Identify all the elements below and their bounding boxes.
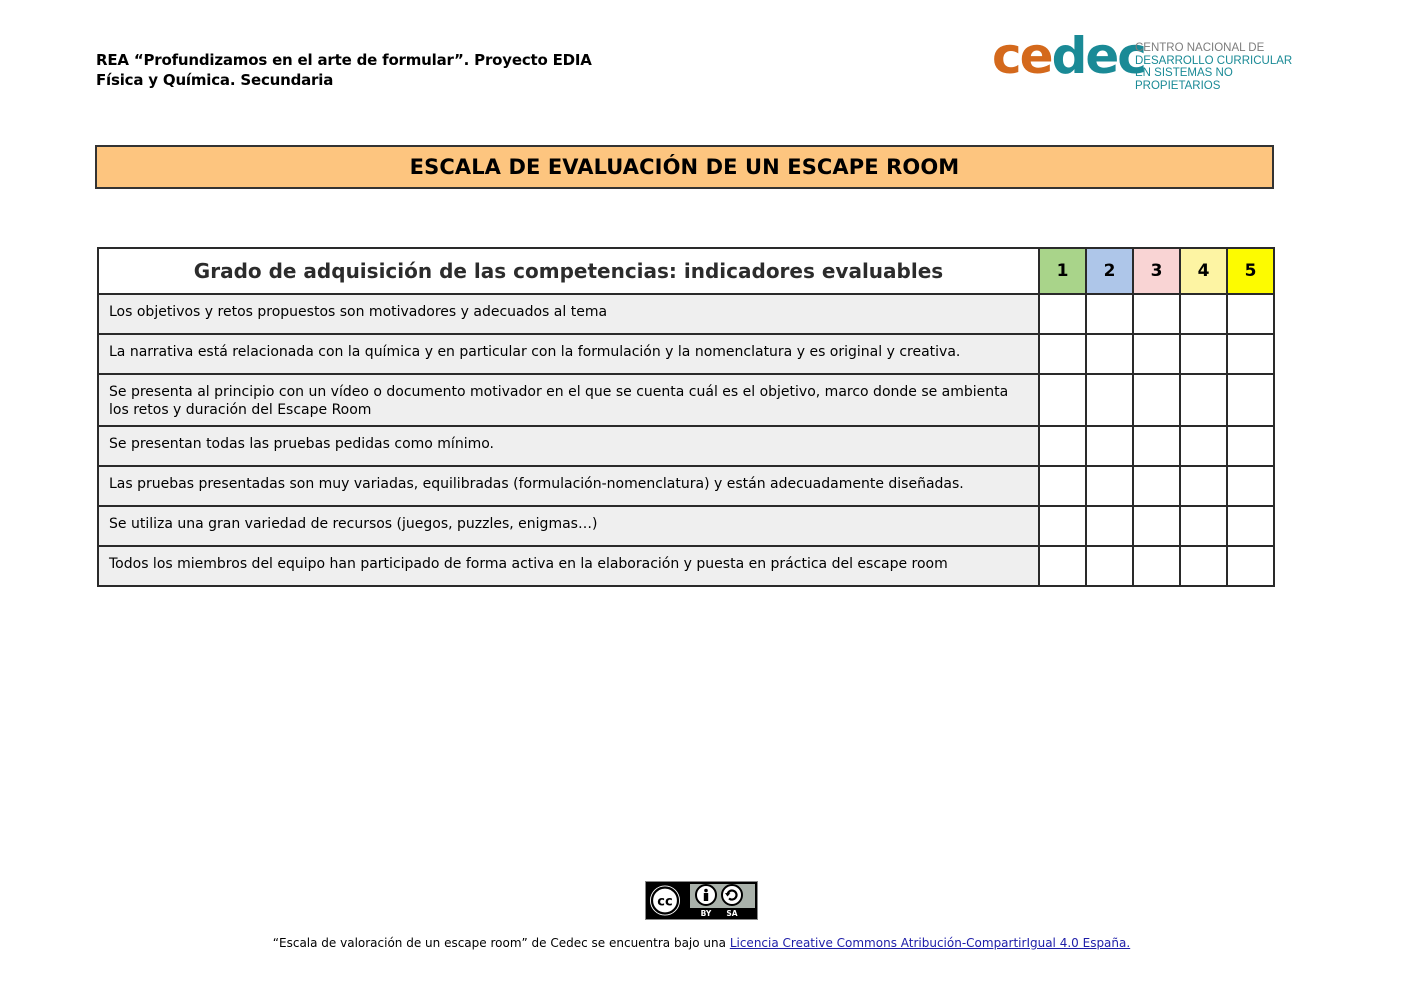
indicator-text: Se utiliza una gran variedad de recursos (juegos, puzzles, enigmas…) xyxy=(109,516,598,532)
indicator-cell xyxy=(98,426,1039,466)
score-cell[interactable] xyxy=(1086,294,1133,334)
indicator-cell xyxy=(98,506,1039,546)
score-cell[interactable] xyxy=(1227,506,1274,546)
logo-sub-line3: EN SISTEMAS NO PROPIETARIOS xyxy=(1135,67,1233,92)
logo-sub-line2: DESARROLLO CURRICULAR xyxy=(1135,54,1293,67)
cedec-logo xyxy=(992,27,1302,92)
score-header-2: 2 xyxy=(1086,248,1133,294)
indicator-cell xyxy=(98,374,1039,426)
table-header-title: Grado de adquisición de las competencias: indicadores evaluables xyxy=(98,248,1039,294)
score-cell[interactable] xyxy=(1180,374,1227,426)
score-cell[interactable] xyxy=(1039,334,1086,374)
score-cell[interactable] xyxy=(1039,426,1086,466)
score-cell[interactable] xyxy=(1227,294,1274,334)
logo-word-ce: ce xyxy=(992,27,1052,85)
table-row xyxy=(98,294,1274,334)
indicator-cell xyxy=(98,546,1039,586)
score-cell[interactable] xyxy=(1227,426,1274,466)
header-line-project: REA “Profundizamos en el arte de formular”. Proyecto EDIA xyxy=(96,51,592,69)
indicator-cell xyxy=(98,466,1039,506)
indicator-cell xyxy=(98,334,1039,374)
header-line-subject: Física y Química. Secundaria xyxy=(96,71,334,89)
logo-sub-line1: CENTRO NACIONAL DE xyxy=(1135,42,1265,54)
cc-mark-text: cc xyxy=(657,894,673,910)
score-cell[interactable] xyxy=(1133,294,1180,334)
indicator-text: Las pruebas presentadas son muy variadas, equilibradas (formulación-nomenclatura) y están adecuadamente diseñadas. xyxy=(109,476,964,492)
cc-badge-graphic xyxy=(646,882,757,919)
indicator-text: Se presenta al principio con un vídeo o documento motivador en el que se cuenta cuál es el objetivo, marco donde se ambienta los retos y duración del Escape Room xyxy=(109,384,1009,418)
score-cell[interactable] xyxy=(1133,334,1180,374)
license-footer xyxy=(0,936,1403,950)
table-row xyxy=(98,506,1274,546)
indicator-text: Los objetivos y retos propuestos son motivadores y adecuados al tema xyxy=(109,304,608,320)
cedec-logo-word xyxy=(992,26,1145,86)
table-header-row xyxy=(98,248,1274,294)
score-cell[interactable] xyxy=(1180,466,1227,506)
score-header-3: 3 xyxy=(1133,248,1180,294)
score-cell[interactable] xyxy=(1180,334,1227,374)
page-title: ESCALA DE EVALUACIÓN DE UN ESCAPE ROOM xyxy=(95,145,1274,189)
table-row xyxy=(98,546,1274,586)
cc-by-label: BY xyxy=(700,909,712,918)
indicator-text: La narrativa está relacionada con la química y en particular con la formulación y la nomenclatura y es original y creativa. xyxy=(109,344,961,360)
score-cell[interactable] xyxy=(1086,546,1133,586)
score-header-1: 1 xyxy=(1039,248,1086,294)
score-cell[interactable] xyxy=(1086,374,1133,426)
score-cell[interactable] xyxy=(1039,294,1086,334)
score-cell[interactable] xyxy=(1227,334,1274,374)
indicator-text: Se presentan todas las pruebas pedidas como mínimo. xyxy=(109,436,494,452)
score-cell[interactable] xyxy=(1180,506,1227,546)
score-cell[interactable] xyxy=(1039,374,1086,426)
score-cell[interactable] xyxy=(1086,334,1133,374)
cedec-logo-subtitle xyxy=(1135,42,1302,92)
cc-sa-label: SA xyxy=(726,909,738,918)
table-row xyxy=(98,426,1274,466)
footer-text: “Escala de valoración de un escape room” de Cedec se encuentra bajo una xyxy=(272,936,730,950)
document-header xyxy=(96,50,592,90)
score-cell[interactable] xyxy=(1227,546,1274,586)
score-cell[interactable] xyxy=(1039,466,1086,506)
score-cell[interactable] xyxy=(1086,506,1133,546)
score-cell[interactable] xyxy=(1133,546,1180,586)
table-row xyxy=(98,466,1274,506)
score-cell[interactable] xyxy=(1039,546,1086,586)
score-cell[interactable] xyxy=(1180,294,1227,334)
score-header-4: 4 xyxy=(1180,248,1227,294)
score-cell[interactable] xyxy=(1180,546,1227,586)
score-cell[interactable] xyxy=(1086,426,1133,466)
score-header-5: 5 xyxy=(1227,248,1274,294)
score-cell[interactable] xyxy=(1086,466,1133,506)
evaluation-table xyxy=(97,247,1275,587)
score-cell[interactable] xyxy=(1227,466,1274,506)
score-cell[interactable] xyxy=(1227,374,1274,426)
score-cell[interactable] xyxy=(1133,374,1180,426)
cc-license-badge[interactable] xyxy=(645,881,758,920)
score-cell[interactable] xyxy=(1039,506,1086,546)
score-cell[interactable] xyxy=(1133,506,1180,546)
indicator-cell xyxy=(98,294,1039,334)
license-link[interactable]: Licencia Creative Commons Atribución-CompartirIgual 4.0 España. xyxy=(729,936,1131,950)
logo-word-dec: dec xyxy=(1051,27,1145,85)
score-cell[interactable] xyxy=(1133,466,1180,506)
score-cell[interactable] xyxy=(1180,426,1227,466)
indicator-text: Todos los miembros del equipo han participado de forma activa en la elaboración y puesta en práctica del escape room xyxy=(109,556,948,572)
score-cell[interactable] xyxy=(1133,426,1180,466)
table-row xyxy=(98,374,1274,426)
table-row xyxy=(98,334,1274,374)
